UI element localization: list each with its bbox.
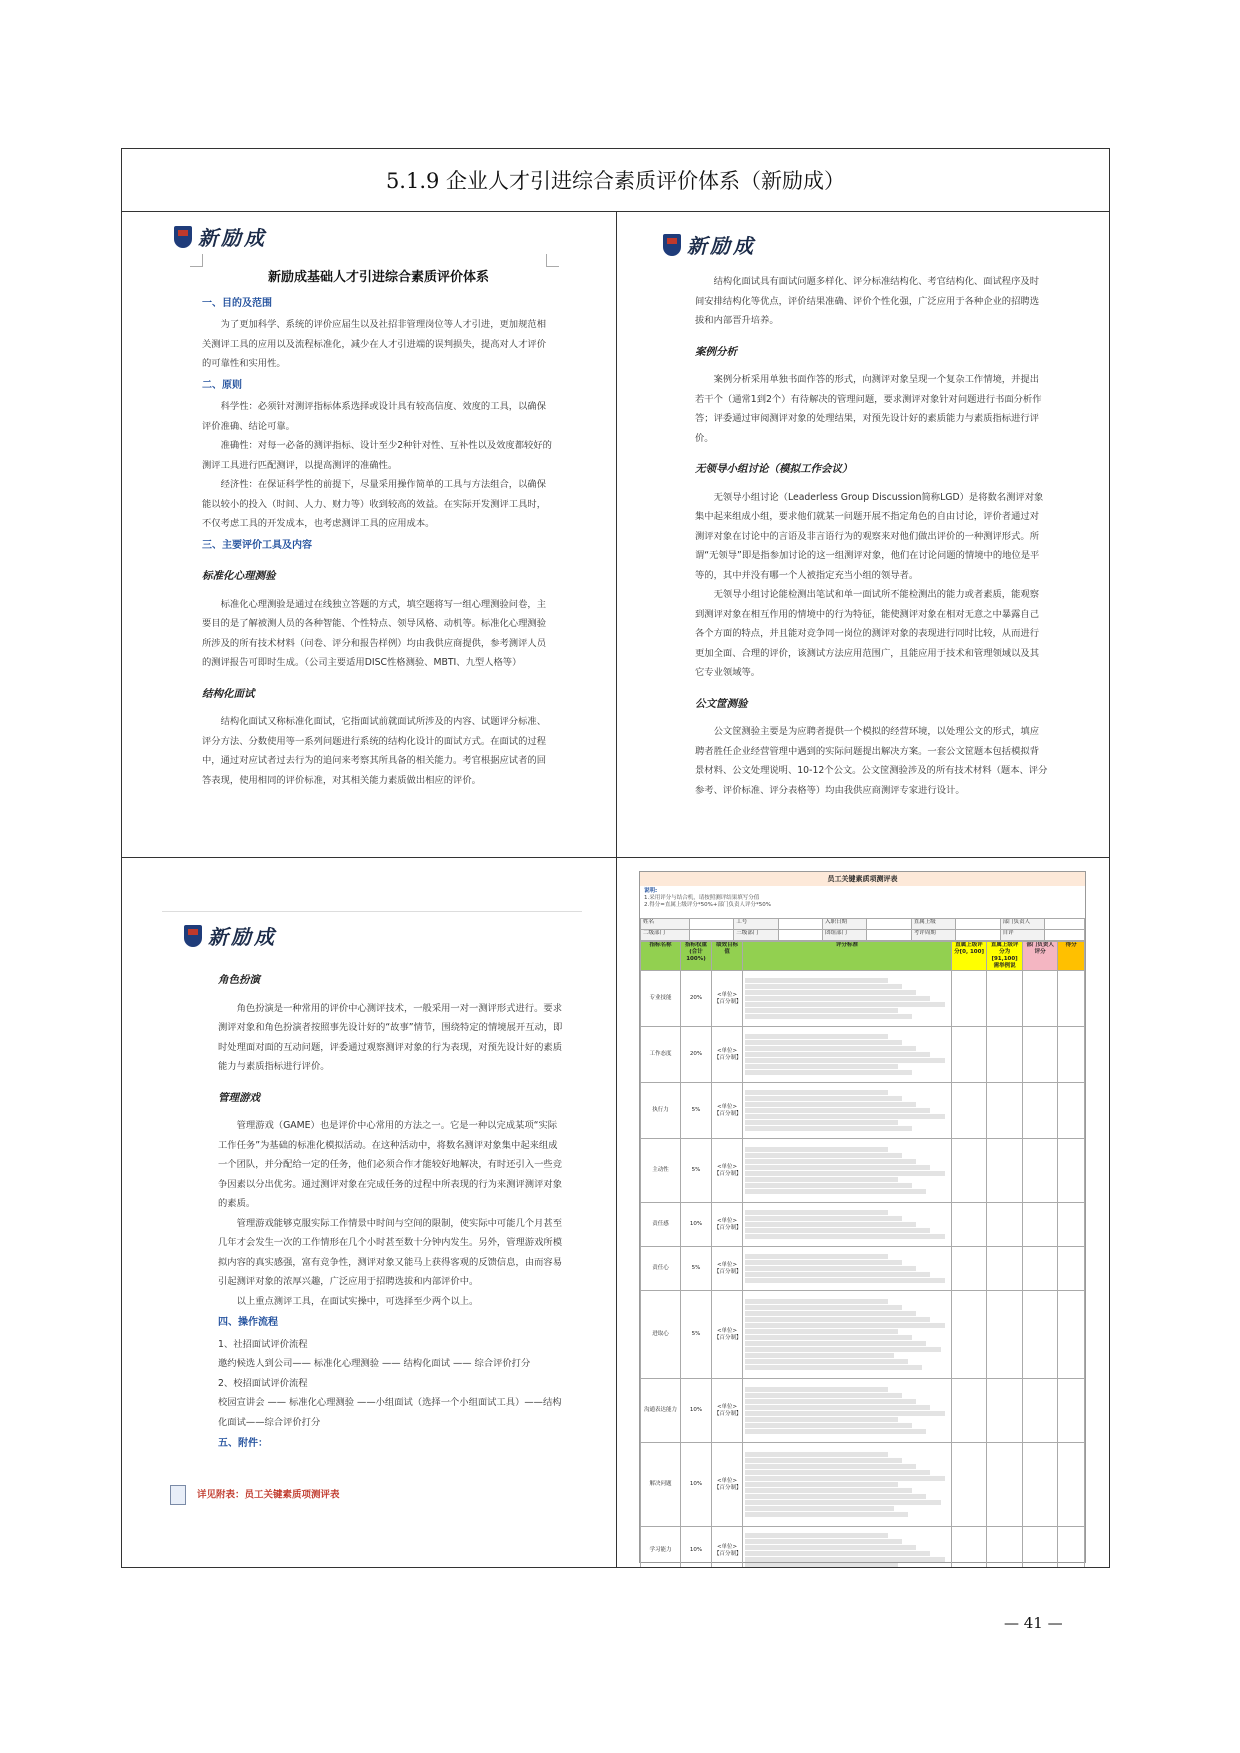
paragraph: 结构化面试具有面试问题多样化、评分标准结构化、考官结构化、面试程序及时间安排结构化等优点，评价结果准确、评价个性化强，广泛应用于各种企业的招聘选拔和内部晋升培养。 — [695, 276, 1039, 326]
supervisor-score-cell[interactable] — [951, 971, 987, 1027]
info-cell: 三级部门 — [734, 930, 778, 941]
supervisor-score-cell[interactable] — [951, 1203, 987, 1247]
criteria-line — [745, 1216, 902, 1221]
final-score-cell[interactable] — [1058, 1203, 1085, 1247]
info-cell — [778, 919, 822, 930]
header-cell: 指标名称 — [641, 942, 681, 971]
flow-steps: 化面试——综合评价打分 — [218, 1416, 321, 1428]
paragraph: 无领导小组讨论能检测出笔试和单一面试所不能检测出的能力或者素质，能观察到测评对象在相互作用的情境中的行为特征，能使测评对象在相对无意之中暴露自己各个方面的特点，并且能对竞争同一岗位的测评对象的表现进行同时比较，从而进行更加全面、合理的评价，该测试方法应用范围广，且能应用于技术和管理领域以及其它专业领域等。 — [695, 589, 1039, 678]
criteria-line — [745, 996, 930, 1001]
frame-title: 5.1.9 企业人才引进综合素质评价体系（新励成） — [122, 149, 1109, 212]
criteria-line — [745, 1317, 930, 1322]
manager-score-cell[interactable] — [1022, 1443, 1058, 1527]
final-score-cell[interactable] — [1058, 1247, 1085, 1291]
criteria-line — [745, 1040, 902, 1045]
info-cell: 考评周期 — [911, 930, 955, 941]
flow-label: 1、社招面试评价流程 — [218, 1338, 308, 1350]
paragraph: 标准化心理测验是通过在线独立答题的方式，填空题将写一组心理测验问卷，主要目的是了解被测人员的各种智能、个性特点、领导风格、动机等。标准化心理测验所涉及的所有技术材料（问卷、评分和报告样例）均由我供应商提供，参考测评人员的测评报告可即时生成。（公司主要适用DISC性格测验、MBTI、九型人格等） — [202, 598, 546, 668]
criteria-line — [745, 1387, 888, 1392]
example-cell[interactable] — [987, 1083, 1023, 1139]
attachment-link[interactable] — [170, 1485, 340, 1505]
criteria-line — [745, 1046, 916, 1051]
weight-cell: 5% — [680, 1083, 711, 1139]
supervisor-score-cell[interactable] — [951, 1083, 987, 1139]
criteria-line — [745, 1488, 912, 1493]
section-heading: 三、主要评价工具及内容 — [202, 539, 312, 551]
shield-logo-icon — [184, 925, 202, 947]
criteria-line — [745, 1108, 930, 1113]
paragraph: 为了更加科学、系统的评价应届生以及社招非管理岗位等人才引进，更加规范相关测评工具的应用以及流程标准化，减少在人才引进端的误判损失，提高对人才评价的可靠性和实用性。 — [202, 319, 546, 369]
supervisor-score-cell[interactable] — [951, 1379, 987, 1443]
supervisor-score-cell[interactable] — [951, 1443, 987, 1527]
table-row — [641, 1203, 1085, 1247]
info-cell: 二级部门 — [641, 930, 690, 941]
criteria-cell — [743, 1083, 952, 1139]
info-cell — [956, 919, 1000, 930]
score-table — [640, 941, 1085, 1567]
section-heading: 四、操作流程 — [218, 1317, 278, 1328]
weight-cell: 10% — [680, 1203, 711, 1247]
section-heading: 一、目的及范围 — [202, 297, 272, 309]
info-cell: 入职日期 — [823, 919, 867, 930]
criteria-line — [745, 1299, 888, 1304]
header-cell: 绩效目标值 — [712, 942, 743, 971]
criteria-line — [745, 1234, 945, 1239]
target-cell: <单位>【百分制】 — [712, 1527, 743, 1568]
supervisor-score-cell[interactable] — [951, 1291, 987, 1379]
info-cell — [689, 930, 733, 941]
criteria-line — [745, 1278, 945, 1283]
criteria-line — [745, 1210, 888, 1215]
criteria-line — [745, 1500, 941, 1505]
table-row — [641, 1247, 1085, 1291]
criteria-line — [745, 1405, 930, 1410]
header-cell: 得分 — [1058, 942, 1085, 971]
example-cell[interactable] — [987, 1139, 1023, 1203]
criteria-line — [745, 1411, 945, 1416]
target-cell: <单位>【百分制】 — [712, 1139, 743, 1203]
criteria-line — [745, 1551, 930, 1556]
info-cell — [778, 930, 822, 941]
table-row — [641, 1027, 1085, 1083]
criteria-line — [745, 1347, 941, 1352]
indicator-name: 解决问题 — [641, 1443, 681, 1527]
info-cell — [689, 919, 733, 930]
criteria-line — [745, 1423, 912, 1428]
info-cell — [867, 919, 911, 930]
panel-top-left — [122, 212, 615, 856]
weight-cell: 10% — [680, 1379, 711, 1443]
criteria-line — [745, 1512, 908, 1517]
paragraph: 无领导小组讨论（Leaderless Group Discussion简称LGD）是将数名测评对象集中起来组成小组，要求他们就某一问题开展不指定角色的自由讨论，评价者通过对测评对象在讨论中的言语及非言语行为的观察来对他们做出评价的一种测评形式。所谓“无领导”即是指参加讨论的这一组测评对象，他们在讨论问题的情境中的地位是平等的，其中并没有哪一个人被指定充当小组的领导者。 — [695, 491, 1044, 581]
paragraph: 管理游戏能够克服实际工作情景中时间与空间的限制，使实际中可能几个月甚至几年才会发生一次的工作情形在几个小时甚至数十分钟内发生。另外，管理游戏所模拟内容的真实感强，富有竞争性，测评对象又能马上获得客观的反馈信息，由而容易引起测评对象的浓厚兴趣，广泛应用于招聘选拔和内部评价中。 — [218, 1217, 562, 1287]
info-cell: 工号 — [734, 919, 778, 930]
example-cell[interactable] — [987, 971, 1023, 1027]
criteria-line — [745, 1393, 902, 1398]
criteria-cell — [743, 1247, 952, 1291]
weight-cell: 5% — [680, 1247, 711, 1291]
supervisor-score-cell[interactable] — [951, 1527, 987, 1568]
info-cell: 自评 — [1000, 930, 1044, 941]
criteria-line — [745, 1266, 916, 1271]
info-row — [641, 930, 1085, 941]
info-cell: 姓名 — [641, 919, 690, 930]
note-line: 2.得分=直属上级评分*50%+部门负责人评分*50% — [644, 902, 771, 908]
supervisor-score-cell[interactable] — [951, 1139, 987, 1203]
manager-score-cell[interactable] — [1022, 1203, 1058, 1247]
subheading: 案例分析 — [695, 345, 737, 358]
supervisor-score-cell[interactable] — [951, 1247, 987, 1291]
brand-logo — [174, 222, 267, 251]
criteria-line — [745, 1159, 916, 1164]
panel-bottom-right — [617, 859, 1110, 1567]
example-cell[interactable] — [987, 1203, 1023, 1247]
subheading: 公文筐测验 — [695, 697, 748, 710]
info-cell — [1044, 919, 1084, 930]
header-cell: 直属上级评分[0, 100] — [951, 942, 987, 971]
final-score-cell[interactable] — [1058, 971, 1085, 1027]
final-score-cell[interactable] — [1058, 1527, 1085, 1568]
brand-name: 新励成 — [208, 925, 277, 949]
flow-steps: 邀约候选人到公司—— 标准化心理测验 —— 结构化面试 —— 综合评价打分 — [218, 1358, 531, 1369]
sheet-title: 员工关键素质项测评表 — [640, 872, 1085, 886]
criteria-line — [745, 1189, 926, 1194]
page-edge — [162, 911, 582, 912]
example-cell[interactable] — [987, 1027, 1023, 1083]
criteria-line — [745, 1417, 898, 1422]
doc-title: 新励成基础人才引进综合素质评价体系 — [267, 270, 489, 285]
criteria-line — [745, 1476, 945, 1481]
panel-top-right — [617, 212, 1110, 856]
criteria-cell — [743, 1139, 952, 1203]
manager-score-cell[interactable] — [1022, 1139, 1058, 1203]
table-row — [641, 1379, 1085, 1443]
indicator-name: 学习能力 — [641, 1527, 681, 1568]
header-cell: 部门负责人评分 — [1022, 942, 1058, 971]
criteria-line — [745, 1470, 930, 1475]
criteria-line — [745, 1545, 916, 1550]
info-table — [640, 918, 1085, 941]
criteria-cell — [743, 1527, 952, 1568]
criteria-line — [745, 1228, 930, 1233]
target-cell: <单位>【百分制】 — [712, 1379, 743, 1443]
criteria-line — [745, 1329, 898, 1334]
weight-cell: 20% — [680, 1027, 711, 1083]
weight-cell: 10% — [680, 1443, 711, 1527]
paragraph: 结构化面试又称标准化面试，它指面试前就面试所涉及的内容、试题评分标准、评分方法、分数使用等一系列问题进行系统的结构化设计的面试方式。在面试的过程中，通过对应试者过去行为的追问来考察其所具备的相关能力。考官根据应试者的回答表现，使用相同的评价标准，对其相关能力素质做出相应的评价。 — [202, 716, 546, 786]
document-frame — [121, 148, 1110, 1568]
note-label: 说明: — [644, 888, 658, 894]
table-row — [641, 1443, 1085, 1527]
target-cell: <单位>【百分制】 — [712, 1027, 743, 1083]
weight-cell: 5% — [680, 1291, 711, 1379]
criteria-line — [745, 1052, 930, 1057]
weight-cell: 5% — [680, 1139, 711, 1203]
final-score-cell[interactable] — [1058, 1379, 1085, 1443]
criteria-line — [745, 978, 888, 983]
criteria-line — [745, 1311, 916, 1316]
attachment-text: 详见附表：员工关键素质项测评表 — [197, 1489, 340, 1501]
subheading: 角色扮演 — [218, 974, 260, 986]
criteria-line — [745, 1260, 902, 1265]
document-page — [695, 272, 1048, 800]
criteria-line — [745, 1458, 902, 1463]
weight-cell: 10% — [680, 1527, 711, 1568]
manager-score-cell[interactable] — [1022, 1247, 1058, 1291]
subheading: 结构化面试 — [202, 687, 255, 700]
table-row — [641, 1291, 1085, 1379]
paragraph: 以上重点测评工具，在面试实操中，可选择至少两个以上。 — [236, 1295, 479, 1307]
target-cell: <单位>【百分制】 — [712, 1083, 743, 1139]
shield-logo-icon — [174, 226, 192, 248]
criteria-line — [745, 1096, 902, 1101]
paragraph: 案例分析采用单独书面作答的形式，向测评对象呈现一个复杂工作情境，并提出若干个（通常1到2个）有待解决的管理问题，要求测评对象针对问题进行书面分析作答；评委通过审阅测评对象的处理结果，对预先设计好的素质能力与素质指标进行评价。 — [695, 374, 1042, 444]
target-cell: <单位>【百分制】 — [712, 971, 743, 1027]
page-number: — 41 — — [1004, 1614, 1063, 1632]
manager-score-cell[interactable] — [1022, 1379, 1058, 1443]
sheet-notes — [640, 886, 1085, 918]
criteria-line — [745, 1165, 930, 1170]
manager-score-cell[interactable] — [1022, 971, 1058, 1027]
indicator-name: 沟通表达能力 — [641, 1379, 681, 1443]
paragraph: 科学性：必须针对测评指标体系选择或设计具有较高信度、效度的工具，以确保评价准确、结论可靠。 — [202, 401, 546, 432]
indicator-name: 专业技能 — [641, 971, 681, 1027]
criteria-cell — [743, 1443, 952, 1527]
criteria-line — [745, 1064, 898, 1069]
flow-label: 2、校招面试评价流程 — [218, 1377, 308, 1389]
table-row — [641, 1139, 1085, 1203]
final-score-cell[interactable] — [1058, 1443, 1085, 1527]
criteria-line — [745, 1070, 912, 1075]
note-line: 1.采用评分与结合机，请按照测评结果填写分值 — [644, 895, 760, 901]
criteria-line — [745, 1563, 898, 1567]
criteria-line — [745, 1482, 898, 1487]
criteria-line — [745, 1147, 888, 1152]
document-page — [202, 264, 555, 790]
table-row — [641, 1527, 1085, 1568]
paragraph: 经济性：在保证科学性的前提下，尽量采用操作简单的工具与方法组合，以确保能以较小的投入（时间、人力、财力等）收到较高的效益。在实际开发测评工具时，不仅考虑工具的开发成本，也考虑测评工具的应用成本。 — [202, 479, 546, 529]
criteria-line — [745, 1533, 888, 1538]
section-heading: 二、原则 — [202, 379, 242, 391]
manager-score-cell[interactable] — [1022, 1291, 1058, 1379]
criteria-line — [745, 990, 916, 995]
info-cell — [867, 930, 911, 941]
paragraph: 角色扮演是一种常用的评价中心测评技术，一般采用一对一测评形式进行。要求测评对象和角色扮演者按照事先设计好的“故事”情节，围绕特定的情境展开互动，即时处理面对面的互动问题，评委通过观察测评对象的行为表现，对预先设计好的素质能力与素质指标进行评价。 — [218, 1002, 563, 1072]
criteria-line — [745, 1222, 916, 1227]
info-cell: 部门负责人 — [1000, 919, 1044, 930]
criteria-cell — [743, 971, 952, 1027]
criteria-line — [745, 1272, 930, 1277]
subheading: 标准化心理测验 — [202, 570, 276, 582]
final-score-cell[interactable] — [1058, 1291, 1085, 1379]
example-cell[interactable] — [987, 1291, 1023, 1379]
criteria-cell — [743, 1379, 952, 1443]
criteria-line — [745, 1539, 902, 1544]
header-cell: 直属上级评分为[91,100]需举例说 — [987, 942, 1023, 971]
info-cell: 直属上级 — [911, 919, 955, 930]
target-cell: <单位>【百分制】 — [712, 1203, 743, 1247]
example-cell[interactable] — [987, 1247, 1023, 1291]
criteria-line — [745, 1126, 912, 1131]
example-cell[interactable] — [987, 1527, 1023, 1568]
criteria-cell — [743, 1291, 952, 1379]
header-cell: 指标权重(合计100%) — [680, 942, 711, 971]
final-score-cell[interactable] — [1058, 1027, 1085, 1083]
indicator-name: 执行力 — [641, 1083, 681, 1139]
target-cell: <单位>【百分制】 — [712, 1291, 743, 1379]
info-cell: 团组部门 — [823, 930, 867, 941]
criteria-line — [745, 1353, 894, 1358]
criteria-line — [745, 1102, 916, 1107]
criteria-line — [745, 1506, 894, 1511]
subheading: 管理游戏 — [218, 1091, 260, 1104]
header-row — [641, 942, 1085, 971]
indicator-name: 工作态度 — [641, 1027, 681, 1083]
criteria-line — [745, 1464, 916, 1469]
criteria-line — [745, 1335, 912, 1340]
criteria-line — [745, 1254, 888, 1259]
criteria-line — [745, 1171, 945, 1176]
divider-horizontal — [122, 857, 1109, 858]
criteria-line — [745, 1058, 945, 1063]
manager-score-cell[interactable] — [1022, 1027, 1058, 1083]
criteria-line — [745, 1365, 922, 1370]
target-cell: <单位>【百分制】 — [712, 1443, 743, 1527]
final-score-cell[interactable] — [1058, 1139, 1085, 1203]
criteria-line — [745, 1120, 898, 1125]
paragraph: 准确性：对每一必备的测评指标、设计至少2种针对性、互补性以及效度都较好的测评工具进行匹配测评，以提高测评的准确性。 — [202, 440, 552, 471]
criteria-line — [745, 1494, 926, 1499]
info-cell — [956, 930, 1000, 941]
indicator-name: 责任感 — [641, 1203, 681, 1247]
paragraph: 公文筐测验主要是为应聘者提供一个模拟的经营环境，以处理公文的形式，填应聘者胜任企业经营管理中遇到的实际问题提出解决方案。一套公文筐题本包括模拟背景材料、公文处理说明、10-12个公文。公文筐测验涉及的所有技术材料（题本、评分参考、评价标准、评分表格等）均由我供应商测评专家进行设计。 — [695, 726, 1048, 796]
table-row — [641, 1083, 1085, 1139]
criteria-line — [745, 1341, 926, 1346]
document-page — [218, 959, 565, 1456]
target-cell: <单位>【百分制】 — [712, 1247, 743, 1291]
criteria-line — [745, 1557, 945, 1562]
criteria-line — [745, 1114, 945, 1119]
subheading: 无领导小组讨论（模拟工作会议） — [695, 463, 853, 475]
criteria-line — [745, 1359, 908, 1364]
manager-score-cell[interactable] — [1022, 1527, 1058, 1568]
section-heading: 五、附件： — [218, 1438, 268, 1449]
manager-score-cell[interactable] — [1022, 1083, 1058, 1139]
criteria-line — [745, 1034, 888, 1039]
criteria-cell — [743, 1203, 952, 1247]
criteria-line — [745, 1323, 945, 1328]
criteria-line — [745, 1429, 926, 1434]
example-cell[interactable] — [987, 1379, 1023, 1443]
criteria-line — [745, 1002, 945, 1007]
spreadsheet — [639, 871, 1086, 1563]
weight-cell: 20% — [680, 971, 711, 1027]
brand-name: 新励成 — [687, 234, 756, 258]
paragraph: 管理游戏（GAME）也是评价中心常用的方法之一。它是一种以完成某项“实际工作任务”为基础的标准化模拟活动。在这种活动中，将数名测评对象集中起来组成一个团队，并分配给一定的任务，他们必须合作才能较好地解决，有时还引入一些竞争因素以分出优劣。通过测评对象在完成任务的过程中所表现的行为来测评测评对象的素质。 — [218, 1120, 562, 1209]
header-cell: 评分标准 — [743, 942, 952, 971]
document-icon — [170, 1485, 186, 1505]
criteria-cell — [743, 1027, 952, 1083]
final-score-cell[interactable] — [1058, 1083, 1085, 1139]
indicator-name: 责任心 — [641, 1247, 681, 1291]
indicator-name: 主动性 — [641, 1139, 681, 1203]
criteria-line — [745, 1452, 888, 1457]
table-row — [641, 971, 1085, 1027]
flow-steps: 校园宣讲会 —— 标准化心理测验 ——小组面试（选择一个小组面试工具）——结构 — [218, 1397, 562, 1408]
criteria-line — [745, 1008, 898, 1013]
info-cell — [1044, 930, 1084, 941]
info-row — [641, 919, 1085, 930]
criteria-line — [745, 984, 902, 989]
brand-logo — [663, 230, 756, 259]
brand-logo — [184, 921, 277, 950]
panel-bottom-left — [122, 859, 615, 1567]
shield-logo-icon — [663, 234, 681, 256]
criteria-line — [745, 1399, 916, 1404]
indicator-name: 进取心 — [641, 1291, 681, 1379]
criteria-line — [745, 1090, 888, 1095]
criteria-line — [745, 1183, 912, 1188]
criteria-line — [745, 1153, 902, 1158]
brand-name: 新励成 — [198, 226, 267, 250]
criteria-line — [745, 1177, 898, 1182]
criteria-line — [745, 1305, 902, 1310]
supervisor-score-cell[interactable] — [951, 1027, 987, 1083]
criteria-line — [745, 1014, 912, 1019]
example-cell[interactable] — [987, 1443, 1023, 1527]
